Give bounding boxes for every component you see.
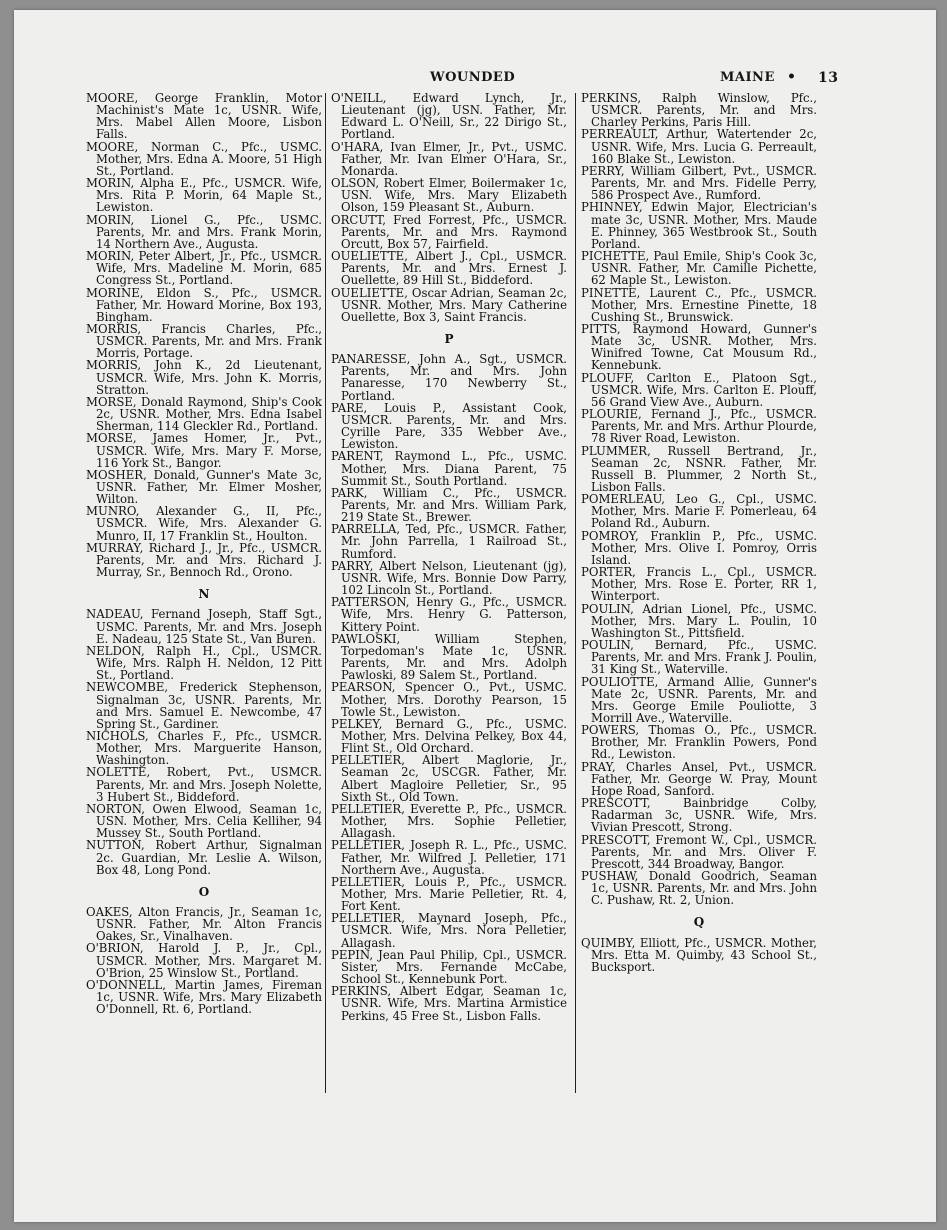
casualty-entry: MOORE, George Franklin, Motor Machinist's Mate 1c, USNR. Wife, Mrs. Mabel Allen Moore, Lisbon Falls.: [86, 92, 322, 142]
casualty-entry: MOORE, Norman C., Pfc., USMC. Mother, Mrs. Edna A. Moore, 51 High St., Portland.: [86, 139, 322, 178]
casualty-entry: PELLETIER, Everette P., Pfc., USMCR. Mother, Mrs. Sophie Pelletier, Allagash.: [331, 801, 567, 841]
casualty-entry: PLOUFF, Carlton E., Platoon Sgt., USMCR. Wife, Mrs. Carlton E. Plouff, 56 Grand View Ave., Auburn.: [581, 370, 817, 409]
casualty-entry: O'DONNELL, Martin James, Fireman 1c, USNR. Wife, Mrs. Mary Elizabeth O'Donnell, Rt. 6, Portland.: [86, 977, 322, 1017]
casualty-entry: PHINNEY, Edwin Major, Electrician's mate 3c, USNR. Mother, Mrs. Maude E. Phinney, 365 Westbrook St., South Porland.: [581, 200, 817, 251]
casualty-entry: PLOURIE, Fernand J., Pfc., USMCR. Parents, Mr. and Mrs. Arthur Plourde, 78 River Road, Lewiston.: [581, 407, 817, 446]
casualty-entry: PAWLOSKI, William Stephen, Torpedoman's Mate 1c, USNR. Parents, Mr. and Mrs. Adolph Pawloski, 89 Salem St., Portland.: [331, 631, 567, 683]
casualty-entry: PINETTE, Laurent C., Pfc., USMCR. Mother, Mrs. Ernestine Pinette, 18 Cushing St., Brunswick.: [581, 285, 817, 324]
casualty-entry: NELDON, Ralph H., Cpl., USMCR. Wife, Mrs. Ralph H. Neldon, 12 Pitt St., Portland.: [86, 643, 322, 683]
casualty-entry: OAKES, Alton Francis, Jr., Seaman 1c, USNR. Father, Mr. Alton Francis Oakes, Sr., Vinalhaven.: [86, 905, 322, 944]
casualty-entry: PRESCOTT, Fremont W., Cpl., USMCR. Parents, Mr. and Mrs. Oliver F. Prescott, 344 Broadway, Bangor.: [581, 832, 817, 871]
page-number: 13: [818, 70, 839, 86]
casualty-entry: OLSON, Robert Elmer, Boilermaker 1c, USN. Wife, Mrs. Mary Elizabeth Olson, 159 Pleasant St., Auburn.: [331, 176, 567, 215]
casualty-entry: POULIN, Adrian Lionel, Pfc., USMC. Mother, Mrs. Mary L. Poulin, 10 Washington St., Pittsfield.: [581, 601, 817, 640]
casualty-entry: POMROY, Franklin P., Pfc., USMC. Mother, Mrs. Olive I. Pomroy, Orris Island.: [581, 528, 817, 567]
section-letter: N: [198, 587, 210, 602]
casualty-entry: NICHOLS, Charles F., Pfc., USMCR. Mother, Mrs. Marguerite Hanson, Washington.: [86, 728, 322, 768]
casualty-entry: MORSE, James Homer, Jr., Pvt., USMCR. Wife, Mrs. Mary F. Morse, 116 York St., Bangor.: [86, 431, 322, 470]
casualty-entry: PERKINS, Ralph Winslow, Pfc., USMCR. Parents, Mr. and Mrs. Charley Perkins, Paris Hill.: [581, 92, 817, 130]
casualty-entry: POULIN, Bernard, Pfc., USMC. Parents, Mr. and Mrs. Frank J. Poulin, 31 King St., Waterville.: [581, 638, 817, 677]
casualty-entry: PERREAULT, Arthur, Watertender 2c, USNR. Wife, Mrs. Lucia G. Perreault, 160 Blake St., Lewiston.: [581, 127, 817, 166]
casualty-entry: POULIOTTE, Armand Allie, Gunner's Mate 2c, USNR. Parents, Mr. and Mrs. George Emile Pouliotte, 3 Morrill Ave., Waterville.: [581, 674, 817, 725]
casualty-entry: MORINE, Eldon S., Pfc., USMCR. Father, Mr. Howard Morine, Box 193, Bingham.: [86, 285, 322, 324]
casualty-entry: NOLETTE, Robert, Pvt., USMCR. Parents, Mr. and Mrs. Joseph Nolette, 3 Hubert St., Biddeford.: [86, 765, 322, 804]
casualty-entry: MORRIS, Francis Charles, Pfc., USMCR. Parents, Mr. and Mrs. Frank Morris, Portage.: [86, 321, 322, 361]
casualty-entry: OUELIETTE, Oscar Adrian, Seaman 2c, USNR. Mother, Mrs. Mary Catherine Ouellette, Box 3, Saint Francis.: [331, 285, 567, 324]
casualty-entry: PORTER, Francis L., Cpl., USMCR. Mother, Mrs. Rose E. Porter, RR 1, Winterport.: [581, 565, 817, 604]
casualty-entry: PELLETIER, Albert Maglorie, Jr., Seaman 2c, USCGR. Father, Mr. Albert Magloire Pelletier, Sr., 95 Sixth St., Old Town.: [331, 753, 567, 804]
casualty-entry: ORCUTT, Fred Forrest, Pfc., USMCR. Parents, Mr. and Mrs. Raymond Orcutt, Box 57, Fairfield.: [331, 212, 567, 251]
header-bullet: •: [787, 69, 797, 85]
column-divider: [575, 93, 576, 1093]
casualty-entry: PERRY, William Gilbert, Pvt., USMCR. Parents, Mr. and Mrs. Fidelle Perry, 586 Prospect Ave., Rumford.: [581, 163, 817, 203]
casualty-entry: MORIN, Alpha E., Pfc., USMCR. Wife, Mrs. Rita P. Morin, 64 Maple St., Lewiston.: [86, 176, 322, 215]
casualty-entry: MURRAY, Richard J., Jr., Pfc., USMCR. Parents, Mr. and Mrs. Richard J. Murray, Sr., Bennoch Rd., Orono.: [86, 540, 322, 580]
casualty-entry: NADEAU, Fernand Joseph, Staff Sgt., USMC. Parents, Mr. and Mrs. Joseph E. Nadeau, 125 State St., Van Buren.: [86, 607, 322, 646]
casualty-entry: O'NEILL, Edward Lynch, Jr., Lieutenant (jg), USN. Father, Mr. Edward L. O'Neill, Sr., 22 Dirigo St., Portland.: [331, 92, 567, 142]
casualty-entry: MORIN, Lionel G., Pfc., USMC. Parents, Mr. and Mrs. Frank Morin, 14 Northern Ave., Augusta.: [86, 212, 322, 251]
casualty-entry: NORTON, Owen Elwood, Seaman 1c, USN. Mother, Mrs. Celia Kelliher, 94 Mussey St., South Portland.: [86, 801, 322, 841]
casualty-entry: POWERS, Thomas O., Pfc., USMCR. Brother, Mr. Franklin Powers, Pond Rd., Lewiston.: [581, 723, 817, 762]
casualty-entry: PATTERSON, Henry G., Pfc., USMCR. Wife, Mrs. Henry G. Patterson, Kittery Point.: [331, 595, 567, 634]
casualty-entry: PARK, William C., Pfc., USMCR. Parents, Mr. and Mrs. William Park, 219 State St., Brewer.: [331, 485, 567, 525]
page-header: [14, 70, 936, 90]
casualty-entry: PANARESSE, John A., Sgt., USMCR. Parents, Mr. and Mrs. John Panaresse, 170 Newberry St., Portland.: [331, 352, 567, 403]
casualty-entry: MORIN, Peter Albert, Jr., Pfc., USMCR. Wife, Mrs. Madeline M. Morin, 685 Congress St., Portland.: [86, 249, 322, 288]
casualty-entry: PITTS, Raymond Howard, Gunner's Mate 3c, USNR. Mother, Mrs. Winifred Towne, Cat Mousum Rd., Kennebunk.: [581, 321, 817, 373]
casualty-entry: POMERLEAU, Leo G., Cpl., USMC. Mother, Mrs. Marie F. Pomerleau, 64 Poland Rd., Auburn.: [581, 492, 817, 531]
casualty-entry: PEARSON, Spencer O., Pvt., USMC. Mother, Mrs. Dorothy Pearson, 15 Towle St., Lewiston.: [331, 680, 567, 719]
casualty-entry: NUTTON, Robert Arthur, Signalman 2c. Guardian, Mr. Leslie A. Wilson, Box 48, Long Pond.: [86, 838, 322, 877]
casualty-entry: MUNRO, Alexander G., II, Pfc., USMCR. Wife, Mrs. Alexander G. Munro, II, 17 Franklin St., Houlton.: [86, 504, 322, 543]
casualty-entry: OUELIETTE, Albert J., Cpl., USMCR. Parents, Mr. and Mrs. Ernest J. Ouellette, 89 Hill St., Biddeford.: [331, 249, 567, 288]
casualty-entry: NEWCOMBE, Frederick Stephenson, Signalman 3c, USNR. Parents, Mr. and Mrs. Samuel E. Newcombe, 47 Spring St., Gardiner.: [86, 680, 322, 731]
casualty-entry: PRESCOTT, Bainbridge Colby, Radarman 3c, USNR. Wife, Mrs. Vivian Prescott, Strong.: [581, 796, 817, 835]
casualty-entry: PUSHAW, Donald Goodrich, Seaman 1c, USNR. Parents, Mr. and Mrs. John C. Pushaw, Rt. 2, Union.: [581, 869, 817, 908]
casualty-entry: PELLETIER, Louis P., Pfc., USMCR. Mother, Mrs. Marie Pelletier, Rt. 4, Fort Kent.: [331, 874, 567, 914]
casualty-entry: O'BRION, Harold J. P., Jr., Cpl., USMCR. Mother, Mrs. Margaret M. O'Brion, 25 Winslow St., Portland.: [86, 941, 322, 980]
casualty-entry: PARRELLA, Ted, Pfc., USMCR. Father, Mr. John Parrella, 1 Railroad St., Rumford.: [331, 522, 567, 561]
section-letter: O: [198, 884, 210, 899]
state-name: MAINE: [720, 70, 775, 85]
section-letter: P: [444, 331, 454, 346]
casualty-entry: PICHETTE, Paul Emile, Ship's Cook 3c, USNR. Father, Mr. Camille Pichette, 62 Maple St., Lewiston.: [581, 249, 817, 288]
text-column-3: [581, 92, 817, 1097]
casualty-entry: PRAY, Charles Ansel, Pvt., USMCR. Father, Mr. George W. Pray, Mount Hope Road, Sanford.: [581, 759, 817, 798]
casualty-entry: PELKEY, Bernard G., Pfc., USMC. Mother, Mrs. Delvina Pelkey, Box 44, Flint St., Old Orchard.: [331, 716, 567, 756]
casualty-entry: MOSHER, Donald, Gunner's Mate 3c, USNR. Father, Mr. Elmer Mosher, Wilton.: [86, 467, 322, 507]
casualty-entry: PELLETIER, Joseph R. L., Pfc., USMC. Father, Mr. Wilfred J. Pelletier, 171 Northern Ave., Augusta.: [331, 838, 567, 877]
column-divider: [325, 93, 326, 1093]
casualty-entry: PARRY, Albert Nelson, Lieutenant (jg), USNR. Wife, Mrs. Bonnie Dow Parry, 102 Lincoln St., Portland.: [331, 558, 567, 598]
casualty-entry: PARE, Louis P., Assistant Cook, USMCR. Parents, Mr. and Mrs. Cyrille Pare, 335 Webber Ave., Lewiston.: [331, 400, 567, 452]
text-column-2: [331, 92, 567, 1097]
casualty-entry: O'HARA, Ivan Elmer, Jr., Pvt., USMC. Father, Mr. Ivan Elmer O'Hara, Sr., Monarda.: [331, 139, 567, 178]
casualty-entry: MORSE, Donald Raymond, Ship's Cook 2c, USNR. Mother, Mrs. Edna Isabel Sherman, 114 Gleckler Rd., Portland.: [86, 394, 322, 434]
casualty-entry: PEPIN, Jean Paul Philip, Cpl., USMCR. Sister, Mrs. Fernande McCabe, School St., Kennebunk Port.: [331, 947, 567, 987]
section-letter: Q: [693, 915, 705, 930]
casualty-entry: PARENT, Raymond L., Pfc., USMC. Mother, Mrs. Diana Parent, 75 Summit St., South Portland.: [331, 449, 567, 488]
casualty-entry: PLUMMER, Russell Bertrand, Jr., Seaman 2c, NSNR. Father, Mr. Russell B. Plummer, 2 North St., Lisbon Falls.: [581, 443, 817, 494]
casualty-entry: PERKINS, Albert Edgar, Seaman 1c, USNR. Wife, Mrs. Martina Armistice Perkins, 45 Free St., Lisbon Falls.: [331, 984, 567, 1023]
casualty-entry: MORRIS, John K., 2d Lieutenant, USMCR. Wife, Mrs. John K. Morris, Stratton.: [86, 358, 322, 397]
text-column-1: [86, 92, 322, 1097]
casualty-entry: QUIMBY, Elliott, Pfc., USMCR. Mother, Mrs. Etta M. Quimby, 43 School St., Bucksport.: [581, 935, 817, 974]
page-title: WOUNDED: [430, 70, 516, 85]
casualty-entry: PELLETIER, Maynard Joseph, Pfc., USMCR. Wife, Mrs. Nora Pelletier, Allagash.: [331, 911, 567, 950]
